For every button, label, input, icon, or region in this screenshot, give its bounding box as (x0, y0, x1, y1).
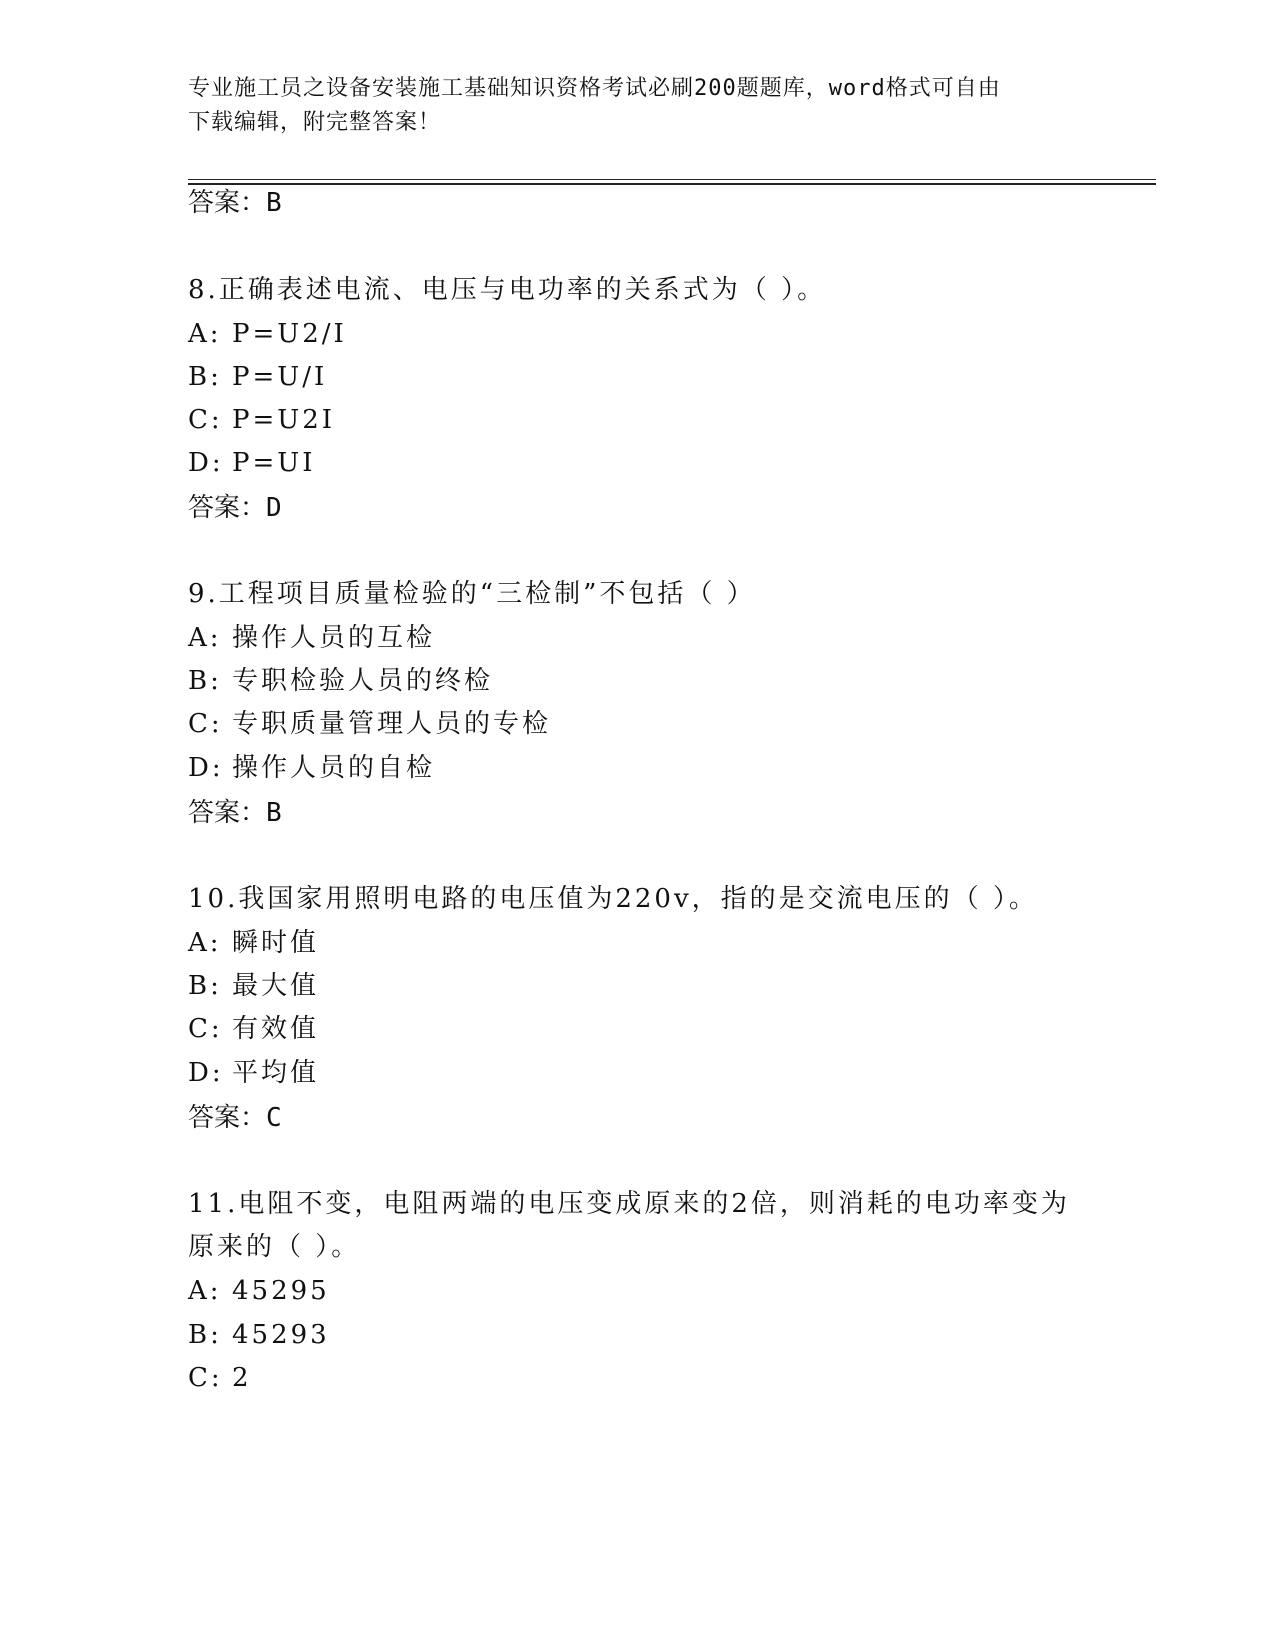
option-item (188, 1051, 319, 1095)
option-key: B: (188, 1320, 222, 1350)
option-text: P=UI (232, 448, 316, 478)
header-line-2: 下载编辑，附完整答案！ (188, 110, 442, 135)
option-key: D: (188, 753, 224, 783)
option-key: B: (188, 666, 222, 696)
question-title-line-2: 原来的（ ）。 (188, 1232, 361, 1262)
option-key: C: (188, 709, 223, 739)
option-key: A: (188, 1276, 222, 1306)
question-title: 10.我国家用照明电路的电压值为220v，指的是交流电压的（ ）。 (188, 884, 1038, 914)
option-item (188, 746, 435, 790)
option-text: 专职质量管理人员的专检 (232, 709, 552, 739)
option-text: 瞬时值 (232, 928, 320, 958)
option-text: 45293 (232, 1320, 330, 1350)
option-item (188, 659, 493, 703)
option-key: A: (188, 623, 222, 653)
answer-line: 答案：D (188, 493, 282, 523)
answer-line: 答案：B (188, 798, 282, 828)
option-text: 2 (232, 1363, 252, 1393)
option-key: A: (188, 928, 222, 958)
option-text: P=U2I (232, 405, 336, 435)
option-item (188, 1313, 330, 1357)
option-key: B: (188, 362, 222, 392)
option-item (188, 1356, 252, 1400)
option-item (188, 1007, 319, 1051)
option-key: D: (188, 448, 224, 478)
option-item (188, 702, 551, 746)
header-divider-thick (188, 183, 1156, 185)
option-key: C: (188, 1363, 223, 1393)
option-text: 专职检验人员的终检 (232, 666, 494, 696)
option-item (188, 1269, 330, 1313)
option-item (188, 964, 319, 1008)
option-key: B: (188, 971, 222, 1001)
option-text: 有效值 (232, 1014, 320, 1044)
option-text: 平均值 (232, 1058, 320, 1088)
option-text: 操作人员的互检 (232, 623, 436, 653)
header-divider-thin (188, 179, 1156, 180)
option-key: C: (188, 1014, 223, 1044)
option-item (188, 616, 435, 660)
option-key: A: (188, 319, 222, 349)
option-key: D: (188, 1058, 224, 1088)
option-item (188, 355, 327, 399)
option-text: 操作人员的自检 (232, 753, 436, 783)
option-item (188, 921, 319, 965)
option-key: C: (188, 405, 223, 435)
answer-line: 答案：B (188, 188, 282, 218)
option-text: 45295 (232, 1276, 330, 1306)
document-header (188, 72, 1068, 140)
question-title-line-1: 11.电阻不变，电阻两端的电压变成原来的2倍，则消耗的电功率变为 (188, 1189, 1070, 1219)
question-title: 9.工程项目质量检验的“三检制”不包括（ ） (188, 579, 756, 609)
header-line-1: 专业施工员之设备安装施工基础知识资格考试必刷200题题库，word格式可自由 (188, 76, 1001, 101)
option-text: P=U/I (232, 362, 328, 392)
option-item (188, 441, 315, 485)
option-item (188, 398, 335, 442)
option-text: 最大值 (232, 971, 320, 1001)
option-item (188, 312, 347, 356)
question-title: 8.正确表述电流、电压与电功率的关系式为（ ）。 (188, 275, 827, 305)
option-text: P=U2/I (232, 319, 347, 349)
answer-line: 答案：C (188, 1103, 282, 1133)
